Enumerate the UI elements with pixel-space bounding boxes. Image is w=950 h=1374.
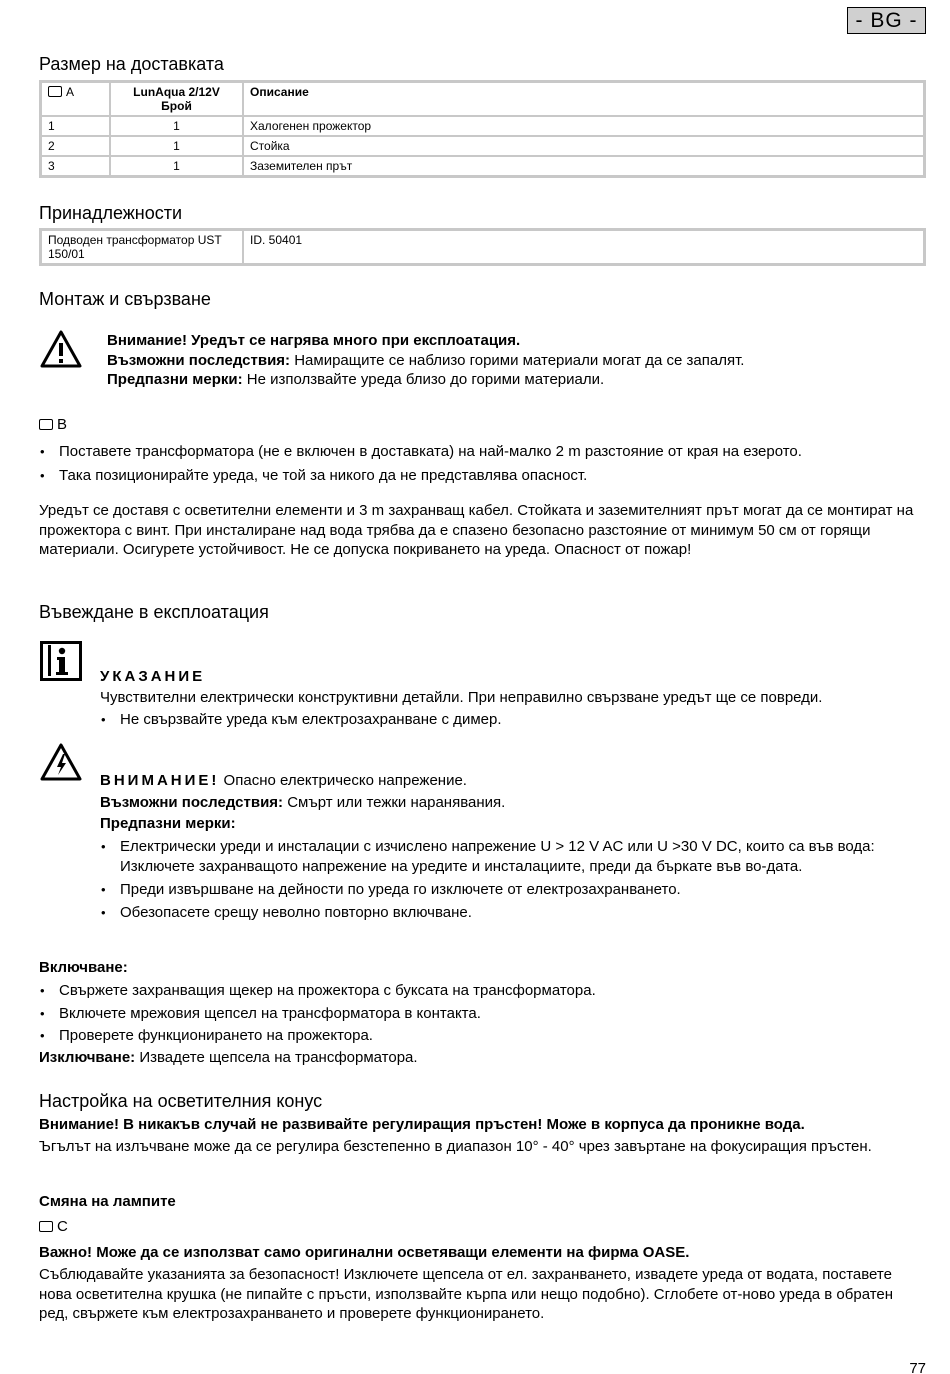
electric-warning: ВНИМАНИЕ! Опасно електрическо напрежение. Възможни последствия: Смърт или тежки наранявания. Предпазни мерки: bbox=[100, 772, 506, 832]
lamps-text: Съблюдавайте указанията за безопасност! Изключете щепсела от ел. захранването, извадете уреда от водата, поставете нова осветителна крушка (не пипайте с пръсти, използвайте кърпа или нещо подобно). Сглобете от-ново уреда в обратен ред, свържете към електрозахранването и проверете функционирането. bbox=[39, 1266, 894, 1322]
list-item: • Проверете функционирането на прожектора. bbox=[39, 1026, 926, 1046]
mounting-paragraph: Уредът се доставя с осветителни елементи и 3 m захранващ кабел. Стойката и заземителният прът могат да се монтират на прожектора с винт. При инсталиране над вода трябва да е спазено безопасно разстояние от минимум 50 см от горящи материали. Осигурете устойчивост. Не се допуска покриването на уреда. Опасност от пожар! bbox=[39, 502, 914, 558]
list-item: • Поставете трансформатора (не е включен в доставката) на най-малко 2 m разстояние от края на езерото. bbox=[39, 442, 926, 462]
list-item: • Обезопасете срещу неволно повторно включване. bbox=[100, 903, 928, 923]
figure-icon bbox=[39, 419, 53, 430]
figure-ref-b: B bbox=[39, 415, 67, 435]
figure-icon bbox=[39, 1221, 53, 1232]
switch-on-bullets bbox=[39, 981, 926, 1046]
list-item: • Не свързвайте уреда към електрозахранване с димер. bbox=[100, 710, 926, 730]
lamps-important: Важно! Може да се използват само оригинални осветяващи елементи на фирма OASE. bbox=[39, 1244, 690, 1261]
table-row: 1 1 Халогенен прожектор bbox=[41, 116, 924, 136]
header-fig: A bbox=[41, 82, 110, 116]
mounting-bullets bbox=[39, 442, 926, 485]
cone-text: Ъгълът на излъчване може да се регулира безстепенно в диапазон 10° - 40° чрез завъртане на фокусиращия пръстен. bbox=[39, 1138, 872, 1155]
figure-ref-c: C bbox=[39, 1217, 68, 1237]
figure-icon bbox=[48, 86, 62, 97]
list-item: • Така позиционирайте уреда, че той за никого да не представлява опасност. bbox=[39, 466, 926, 486]
cone-warning: Внимание! В никакъв случай не развивайте регулиращия пръстен! Може в корпуса да проникне вода. bbox=[39, 1116, 805, 1133]
header-desc: Описание bbox=[243, 82, 924, 116]
cone-title: Настройка на осветителния конус bbox=[39, 1091, 323, 1111]
table-row bbox=[41, 230, 924, 264]
accessory-name: Подводен трансформатор UST 150/01 bbox=[41, 230, 243, 264]
table-header-row bbox=[41, 82, 924, 116]
mounting-warning: Внимание! Уредът се нагрява много при експлоатация. Възможни последствия: Намиращите се наблизо горими материали могат да се запалят. Предпазни мерки: Не използвайте уреда близо до горими материали. bbox=[107, 332, 745, 388]
switch-off: Изключване: Извадете щепсела на трансформатора. bbox=[39, 1049, 418, 1066]
list-item: • Включете мрежовия щепсел на трансформатора в контакта. bbox=[39, 1004, 926, 1024]
page-number: 77 bbox=[909, 1360, 926, 1374]
list-item: • Електрически уреди и инсталации с изчислено напрежение U > 12 V AC или U >30 V DC, които са във вода: Изключете захранващото напрежение на уредите и инсталациите, преди да бъркате във во-дата. bbox=[100, 837, 928, 876]
info-icon bbox=[40, 641, 82, 681]
delivery-title: Размер на доставката bbox=[39, 54, 224, 74]
table-row: 3 1 Заземителен прът bbox=[41, 156, 924, 176]
electric-hazard-icon bbox=[40, 742, 82, 782]
table-row: 2 1 Стойка bbox=[41, 136, 924, 156]
header-qty: LunAqua 2/12V Брой bbox=[110, 82, 243, 116]
switch-on-label: Включване: bbox=[39, 959, 128, 976]
language-tag: - BG - bbox=[847, 7, 926, 34]
note-text: Чувствителни електрически конструктивни детайли. При неправилно свързване уредът ще се повреди. bbox=[100, 689, 823, 706]
note-bullets bbox=[100, 710, 926, 730]
accessory-id: ID. 50401 bbox=[243, 230, 924, 264]
list-item: • Преди извършване на дейности по уреда го изключете от електрозахранването. bbox=[100, 880, 928, 900]
lamps-title: Смяна на лампите bbox=[39, 1193, 176, 1210]
delivery-table bbox=[39, 80, 926, 178]
accessories-title: Принадлежности bbox=[39, 203, 183, 223]
note-title: УКАЗАНИЕ bbox=[100, 668, 206, 685]
accessories-table bbox=[39, 228, 926, 266]
list-item: • Свържете захранващия щекер на прожектора с буксата на трансформатора. bbox=[39, 981, 926, 1001]
operation-title: Въвеждане в експлоатация bbox=[39, 602, 269, 622]
electric-warning-bullets bbox=[100, 837, 928, 922]
mounting-title: Монтаж и свързване bbox=[39, 289, 211, 309]
warning-icon bbox=[40, 329, 82, 369]
